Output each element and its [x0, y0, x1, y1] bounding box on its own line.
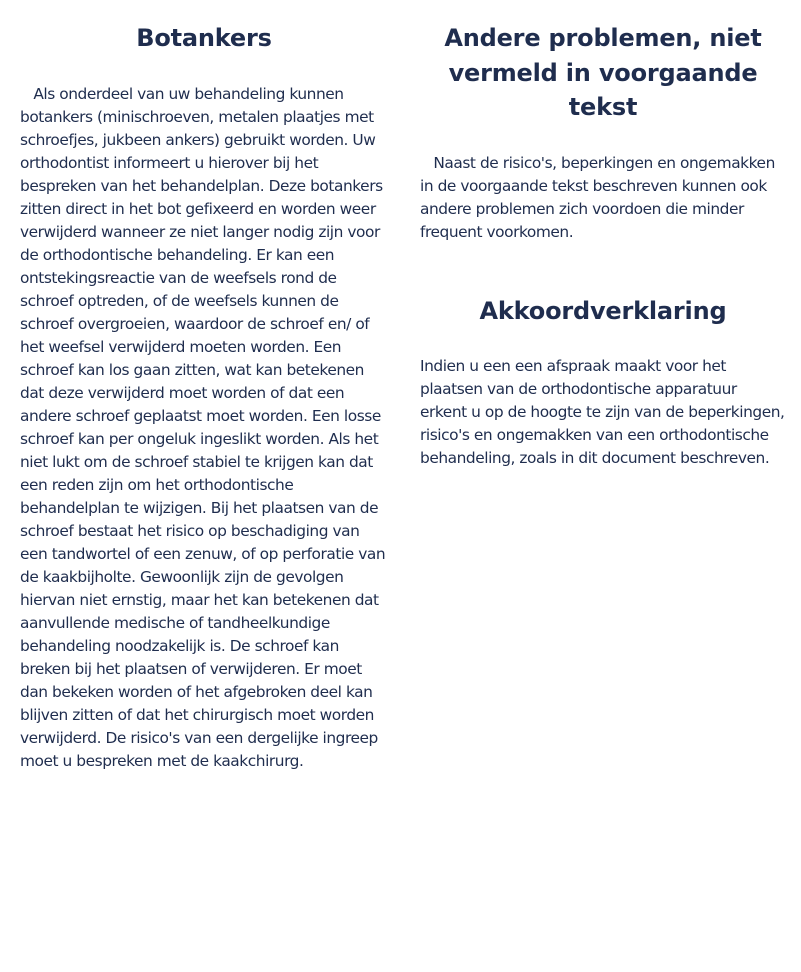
section-text-akkoordverklaring: Indien u een een afspraak maakt voor het plaatsen van de orthodontische apparatuur erkent u op de hoogte te zijn van de beperkingen, risico's en ongemakken van een orthodontische behandeling, zoals in dit document beschreven.	[420, 357, 789, 467]
section-text-botankers: Als onderdeel van uw behandeling kunnen botankers (minischroeven, metalen plaatjes met schroefjes, jukbeen ankers) gebruikt worden. Uw orthodontist informeert u hierover bij het bespreken van het behandelplan. Deze botankers zitten direct in het bot gefixeerd en worden weer verwijderd wanneer ze niet langer nodig zijn voor de orthodontische behandeling. Er kan een ontstekingsreactie van de weefsels rond de schroef optreden, of de weefsels kunnen de schroef overgroeien, waardoor de schroef en/ of het weefsel verwijderd moeten worden. Een schroef kan los gaan zitten, wat kan betekenen dat deze verwijderd moet worden of dat een andere schroef geplaatst moet worden. Een losse schroef kan per ongeluk ingeslikt worden. Als het niet lukt om de schroef stabiel te krijgen kan dat een reden zijn om het orthodontische behandelplan te wijzigen. Bij het plaatsen van de schroef bestaat het risico op beschadiging van een tandwortel of een zenuw, of op perforatie van de kaakbijholte. Gewoonlijk zijn de gevolgen hiervan niet ernstig, maar het kan betekenen dat aanvullende medische of tandheelkundige behandeling noodzakelijk is. De schroef kan breken bij het plaatsen of verwijderen. Er moet dan bekeken worden of het afgebroken deel kan blijven zitten of dat het chirurgisch moet worden verwijderd. De risico's van een dergelijke ingreep moet u bespreken met de kaakchirurg.	[20, 84, 390, 770]
section-title-botankers: Botankers	[136, 24, 272, 52]
section-title-akkoordverklaring: Akkoordverklaring	[479, 296, 727, 325]
section-text-andere-problemen: Naast de risico's, beperkingen en ongemakken in de voorgaande tekst beschreven kunnen ook andere problemen zich voordoen die minder frequent voorkomen.	[420, 153, 780, 241]
right-column	[420, 0, 789, 470]
left-column	[20, 0, 388, 773]
section-title-andere-problemen: Andere problemen, niet vermeld in voorgaande tekst	[444, 24, 762, 121]
